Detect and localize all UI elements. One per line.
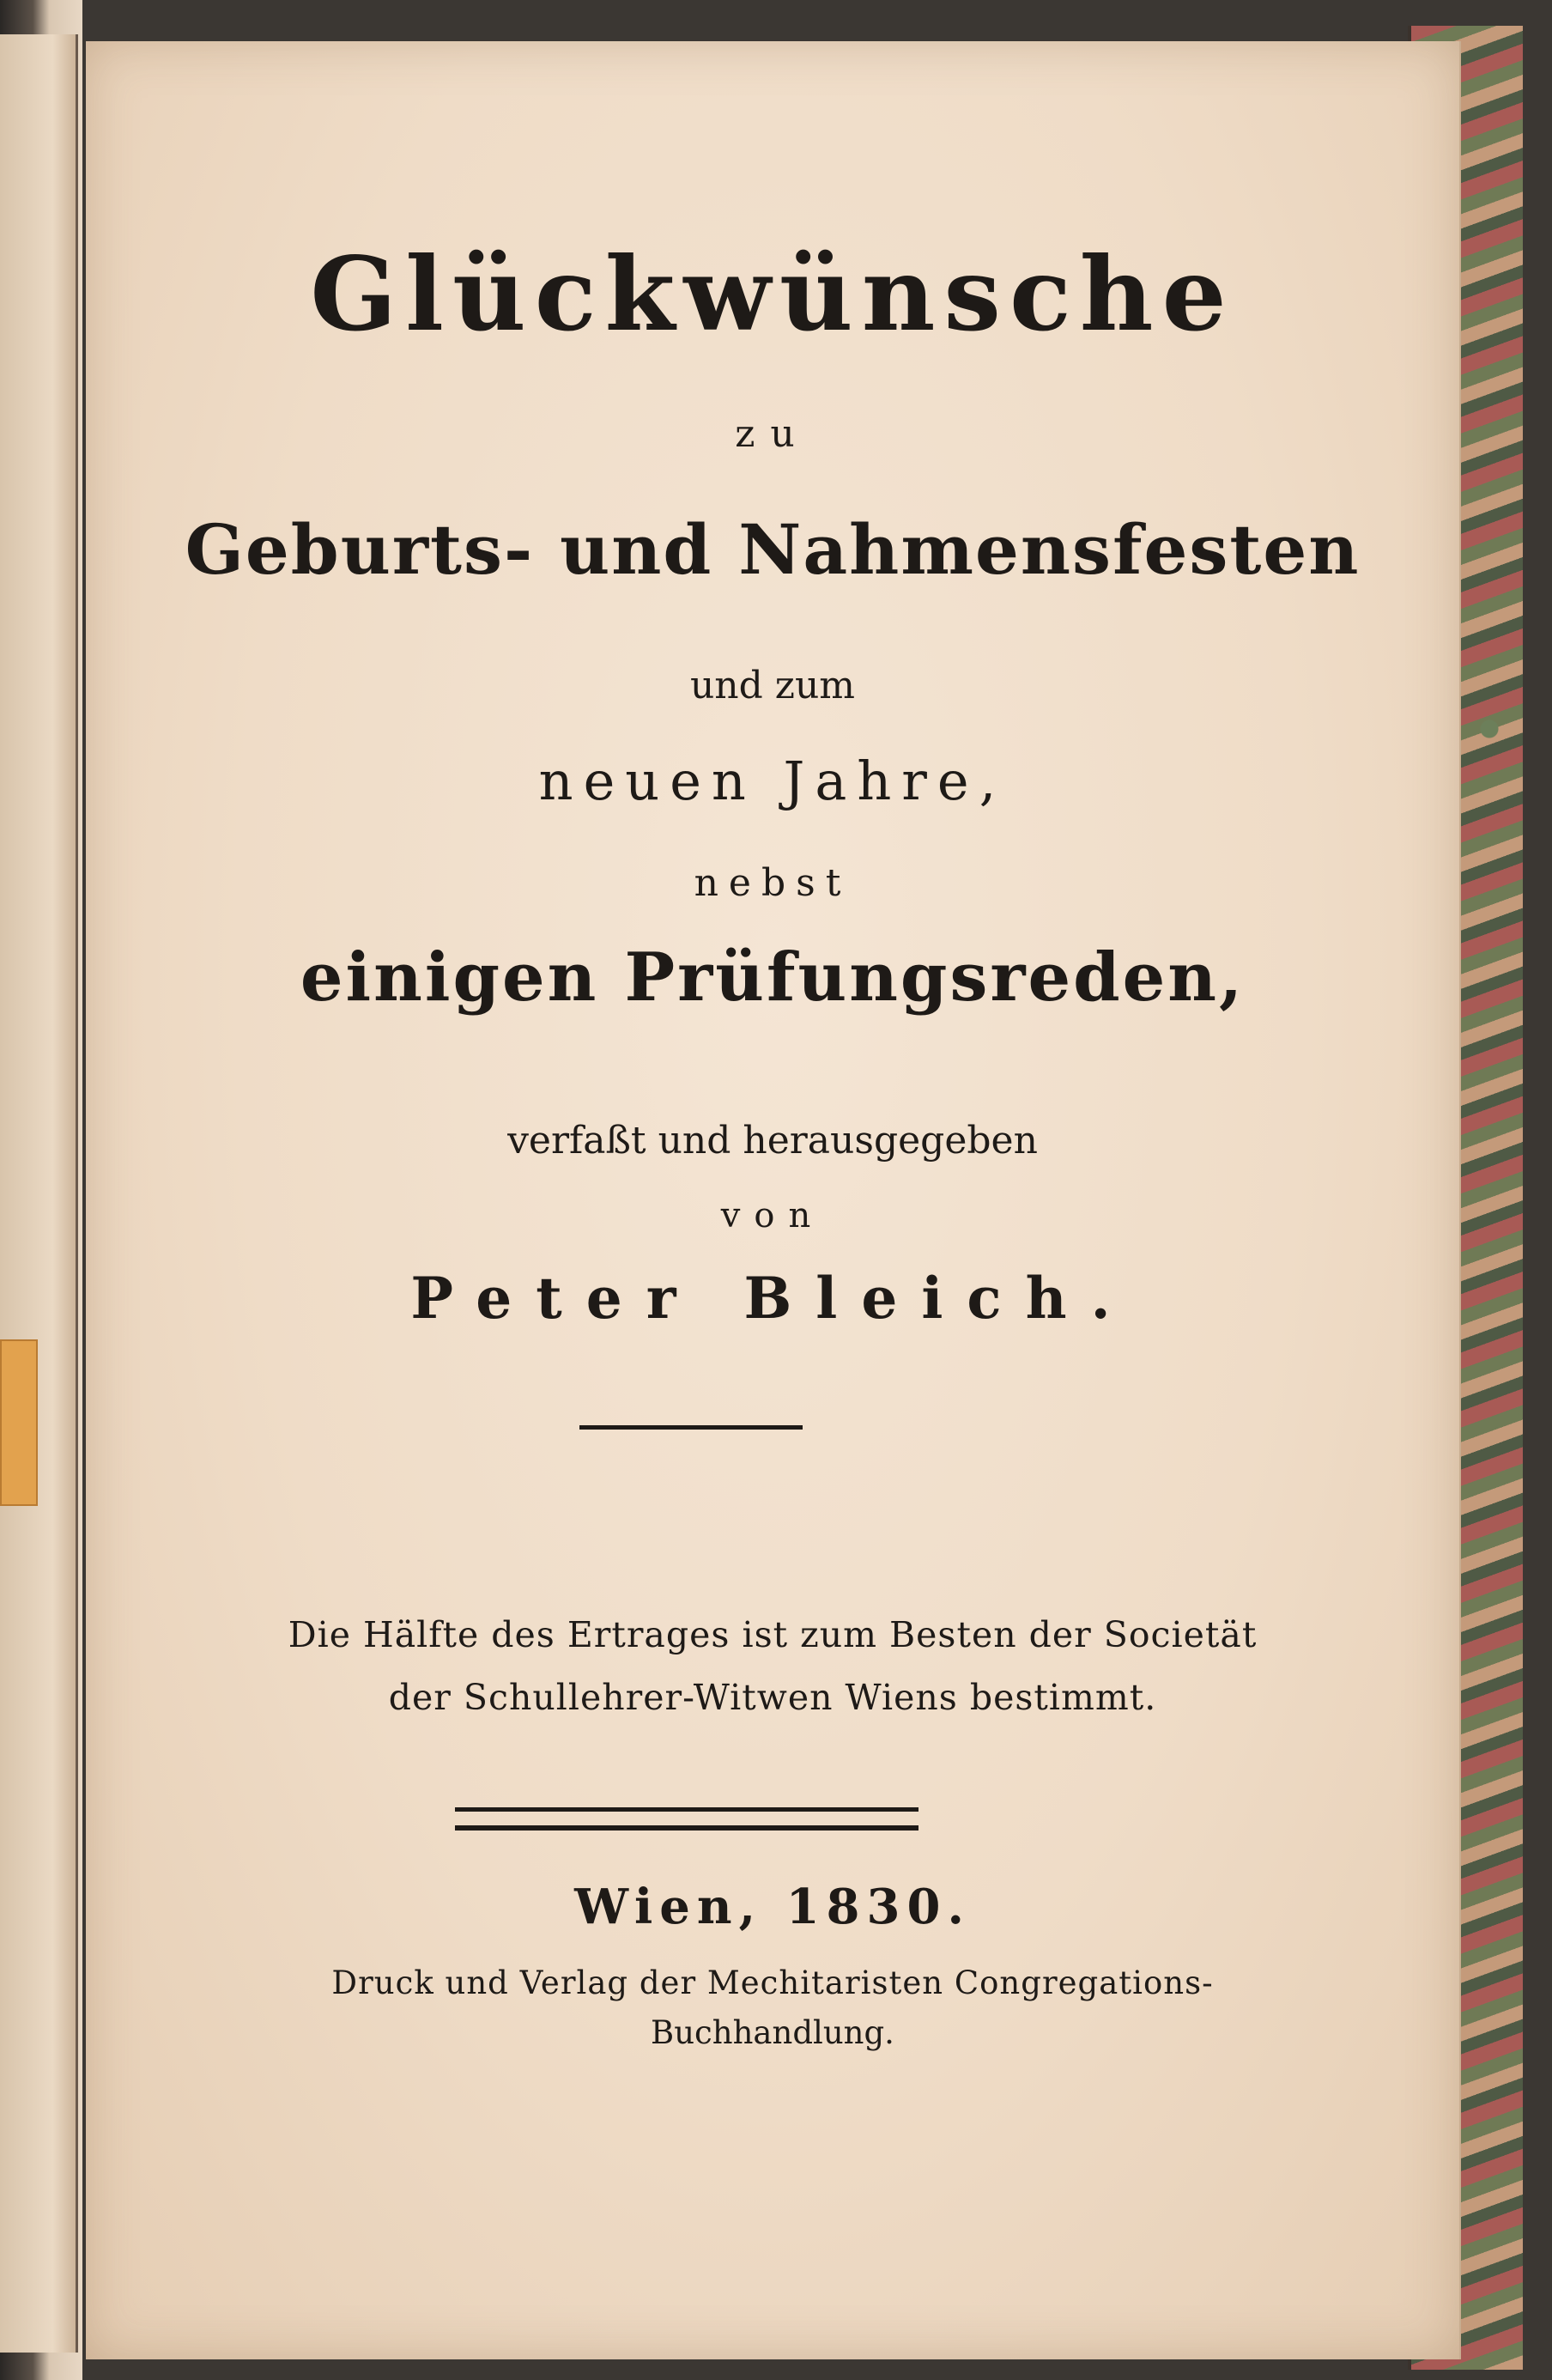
title-page (86, 41, 1461, 2359)
line-neuen-jahre: neuen Jahre, (538, 750, 1007, 812)
imprint-line-2: Buchhandlung. (651, 2014, 894, 2051)
line-nebst: nebst (694, 861, 852, 905)
dedication-line-2: der Schullehrer-Witwen Wiens bestimmt. (388, 1677, 1157, 1718)
line-und-zum: und zum (689, 664, 856, 707)
book-title: Glückwünsche (310, 234, 1235, 354)
line-pruefungsreden: einigen Prüfungsreden, (300, 938, 1246, 1017)
line-zu: zu (735, 412, 810, 456)
short-divider-rule (579, 1425, 803, 1430)
double-rule-top (455, 1807, 918, 1812)
author-name: Peter Bleich. (410, 1265, 1135, 1332)
book-subtitle: Geburts- und Nahmensfesten (185, 509, 1361, 590)
line-verfasst: verfaßt und herausgegeben (507, 1119, 1038, 1163)
imprint-line-1: Druck und Verlag der Mechitaristen Congregations- (331, 1964, 1214, 2001)
place-and-year: Wien, 1830. (574, 1879, 971, 1935)
dedication-line-1: Die Hälfte des Ertrages ist zum Besten der Societät (288, 1614, 1258, 1655)
double-rule-bottom (455, 1825, 918, 1831)
line-von: von (720, 1196, 825, 1236)
left-page-edge (0, 34, 78, 2353)
page-tab-marker (0, 1339, 38, 1506)
